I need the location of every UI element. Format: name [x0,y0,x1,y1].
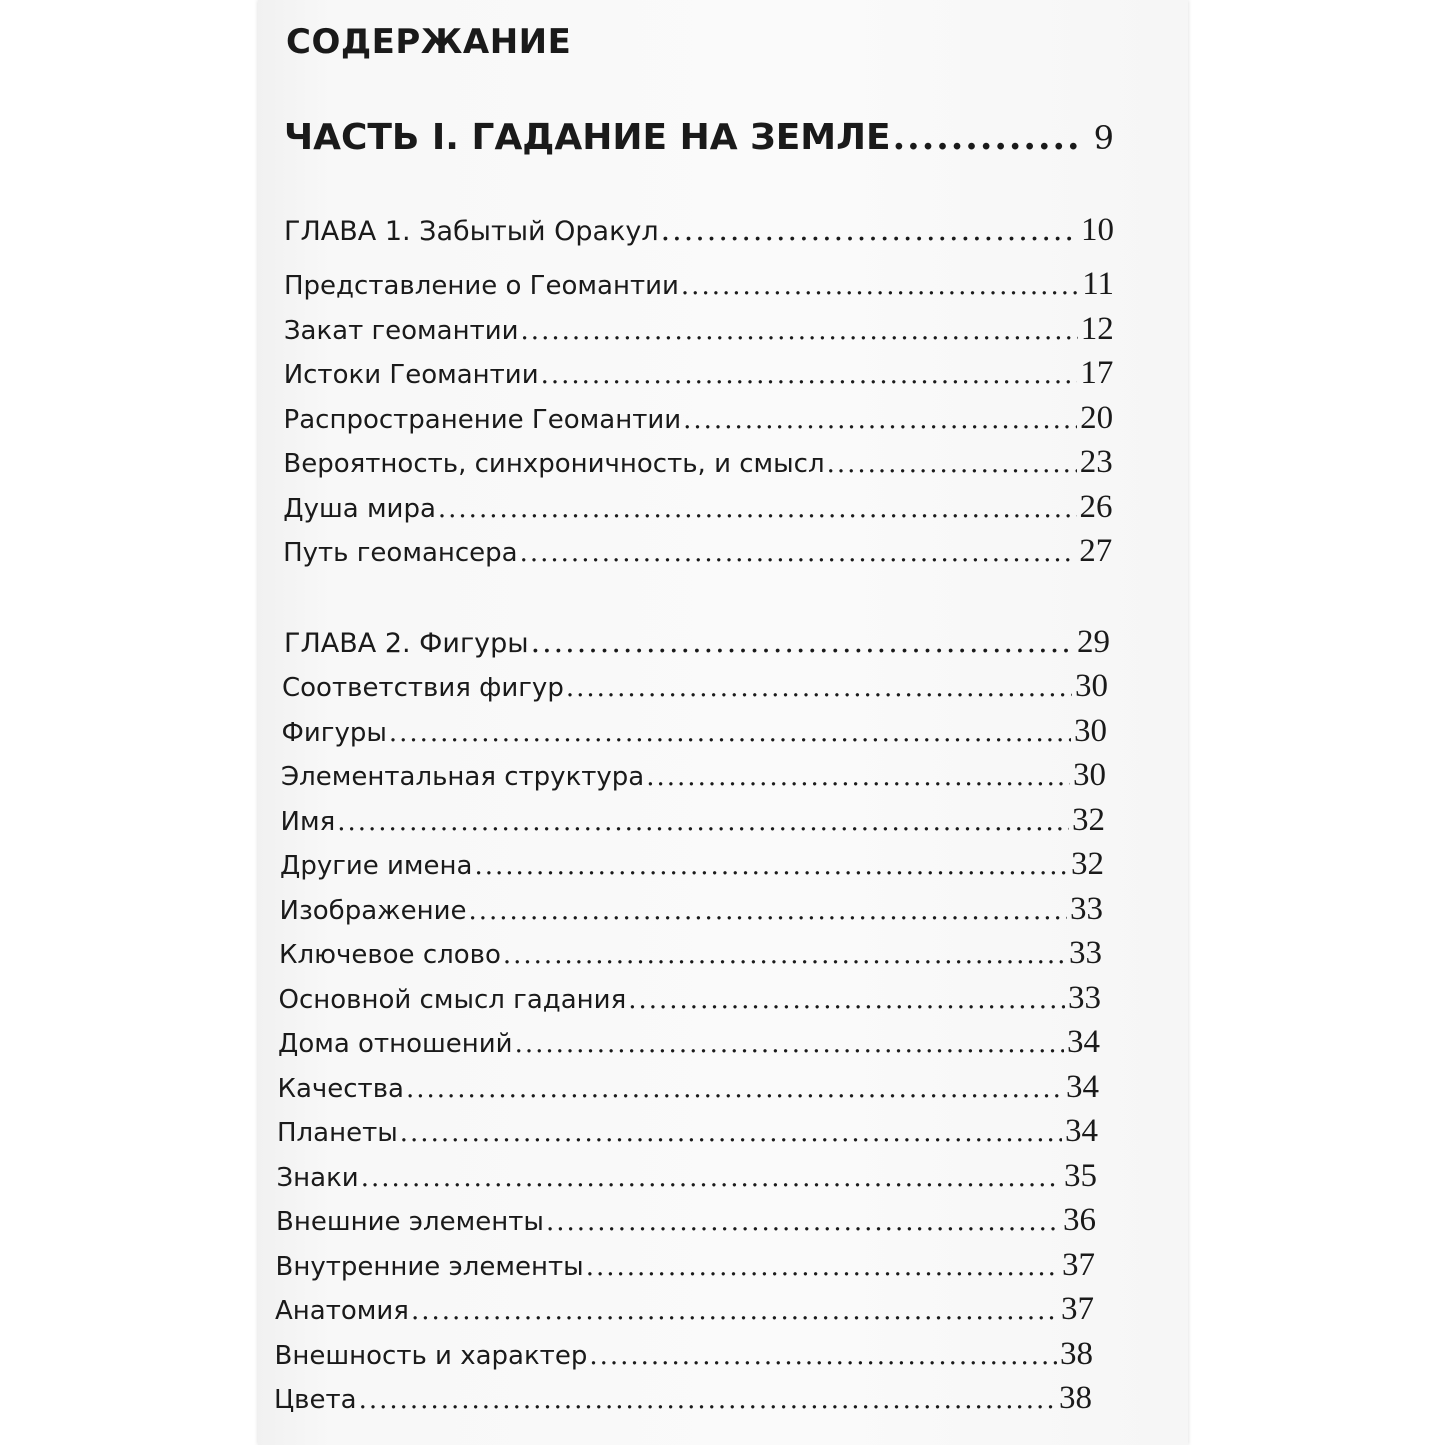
leader-dots [589,1341,1057,1371]
page-number: 32 [1071,846,1104,882]
toc-part-entry [284,116,1114,158]
page-number: 37 [1061,1291,1094,1327]
toc-chapter-entry [284,624,1110,661]
page-number: 30 [1073,757,1106,793]
part-title: ЧАСТЬ I. ГАДАНИЕ НА ЗЕМЛЕ [284,117,891,158]
page-number: 23 [1079,444,1113,480]
entry-title: Вероятность, синхроничность, и смысл [283,449,825,479]
toc-entry [283,489,1112,526]
page-number: 38 [1060,1335,1093,1372]
leader-dots [503,940,1066,970]
entry-title: Дома отношений [278,1029,513,1059]
toc-entry [279,980,1102,1017]
chapter-title: ГЛАВА 2. Фигуры [284,628,529,659]
entry-title: Цвета [274,1385,357,1415]
leader-dots [586,1252,1059,1282]
leader-dots [646,762,1070,792]
toc-entry [275,1291,1094,1328]
leader-dots [400,1118,1062,1148]
entry-title: Имя [280,806,336,837]
toc-entry [283,444,1112,481]
page-number: 30 [1074,712,1107,749]
entry-title: Внутренние элементы [275,1251,584,1282]
page-number: 36 [1063,1202,1096,1238]
toc-entry [280,846,1104,883]
leader-dots [359,1385,1056,1415]
entry-title: Душа мира [283,493,436,524]
entry-title: Анатомия [275,1296,409,1326]
entry-title: Планеты [277,1118,398,1148]
toc-entry [274,1380,1092,1417]
page-number: 34 [1066,1068,1099,1105]
page-number: 33 [1068,979,1101,1016]
leader-dots [628,985,1065,1015]
toc-entry [275,1336,1094,1373]
entry-title: Ключевое слово [279,940,501,970]
toc-entry [284,355,1114,392]
entry-title: Соответствия фигур [282,673,564,703]
page-number: 10 [1081,212,1114,248]
page-number: 30 [1075,668,1108,704]
book-page [258,0,1188,1445]
leader-dots [893,116,1078,158]
toc-entry [280,891,1104,928]
page-number: 20 [1080,399,1114,436]
leader-dots [566,673,1072,703]
page-number: 29 [1077,624,1110,660]
page-number: 12 [1080,310,1114,347]
entry-title: Внешность и характер [274,1340,588,1371]
page-number: 17 [1080,355,1114,391]
leader-dots [520,538,1077,568]
entry-title: Истоки Геомантии [283,360,539,390]
leader-dots [827,449,1077,479]
entry-title: Изображение [279,895,467,926]
leader-dots [683,405,1077,435]
toc-entry [284,266,1114,303]
leader-dots [468,896,1067,926]
page-number: 33 [1069,935,1102,971]
toc-entry [278,1069,1100,1106]
page-number: 27 [1079,533,1113,569]
entry-title: Другие имена [280,851,473,881]
entry-title: Качества [277,1073,404,1104]
toc-chapter-entry [284,212,1114,249]
leader-dots [411,1296,1058,1326]
leader-dots [531,625,1074,660]
leader-dots [681,271,1078,301]
page-number: 32 [1072,801,1105,838]
entry-title: Путь геомансера [283,538,518,568]
leader-dots [474,851,1068,881]
toc-entry [281,802,1106,839]
leader-dots [406,1074,1063,1104]
toc-entry [278,1024,1100,1061]
entry-title: Знаки [276,1162,359,1193]
page-number: 37 [1062,1246,1095,1283]
entry-title: Элементальная структура [281,762,645,792]
toc-entry [284,400,1114,437]
toc-entry [284,311,1114,348]
toc-entry [277,1158,1098,1195]
leader-dots [438,494,1077,524]
entry-title: Внешние элементы [276,1207,544,1237]
toc-entry [277,1113,1098,1150]
page-number: 35 [1064,1157,1097,1194]
toc-entry [279,935,1102,972]
entry-title: Закат геомантии [283,315,519,346]
toc-entry [276,1247,1096,1284]
toc-entry [282,713,1108,750]
leader-dots [541,360,1078,390]
toc-entry [283,533,1112,570]
page-number: 34 [1065,1113,1098,1149]
entry-title: Распространение Геомантии [283,404,682,435]
leader-dots [546,1207,1060,1237]
entry-title: Представление о Геомантии [284,271,679,301]
page-number: 11 [1082,266,1114,302]
leader-dots [661,213,1078,248]
page-number: 38 [1059,1380,1092,1416]
chapter-title: ГЛАВА 1. Забытый Оракул [284,216,659,247]
leader-dots [521,316,1078,346]
leader-dots [515,1029,1064,1059]
page-number: 33 [1070,890,1103,927]
toc-entry [276,1202,1096,1239]
leader-dots [389,718,1071,748]
entry-title: Фигуры [281,717,387,748]
page-number: 34 [1067,1024,1100,1060]
toc-entry [282,668,1108,705]
leader-dots [361,1163,1061,1193]
leader-dots [337,807,1069,837]
toc-entry [281,757,1106,794]
page-number: 9 [1093,119,1114,157]
page-number: 26 [1079,488,1113,525]
toc-heading: СОДЕРЖАНИЕ [286,22,572,62]
entry-title: Основной смысл гадания [278,984,627,1015]
